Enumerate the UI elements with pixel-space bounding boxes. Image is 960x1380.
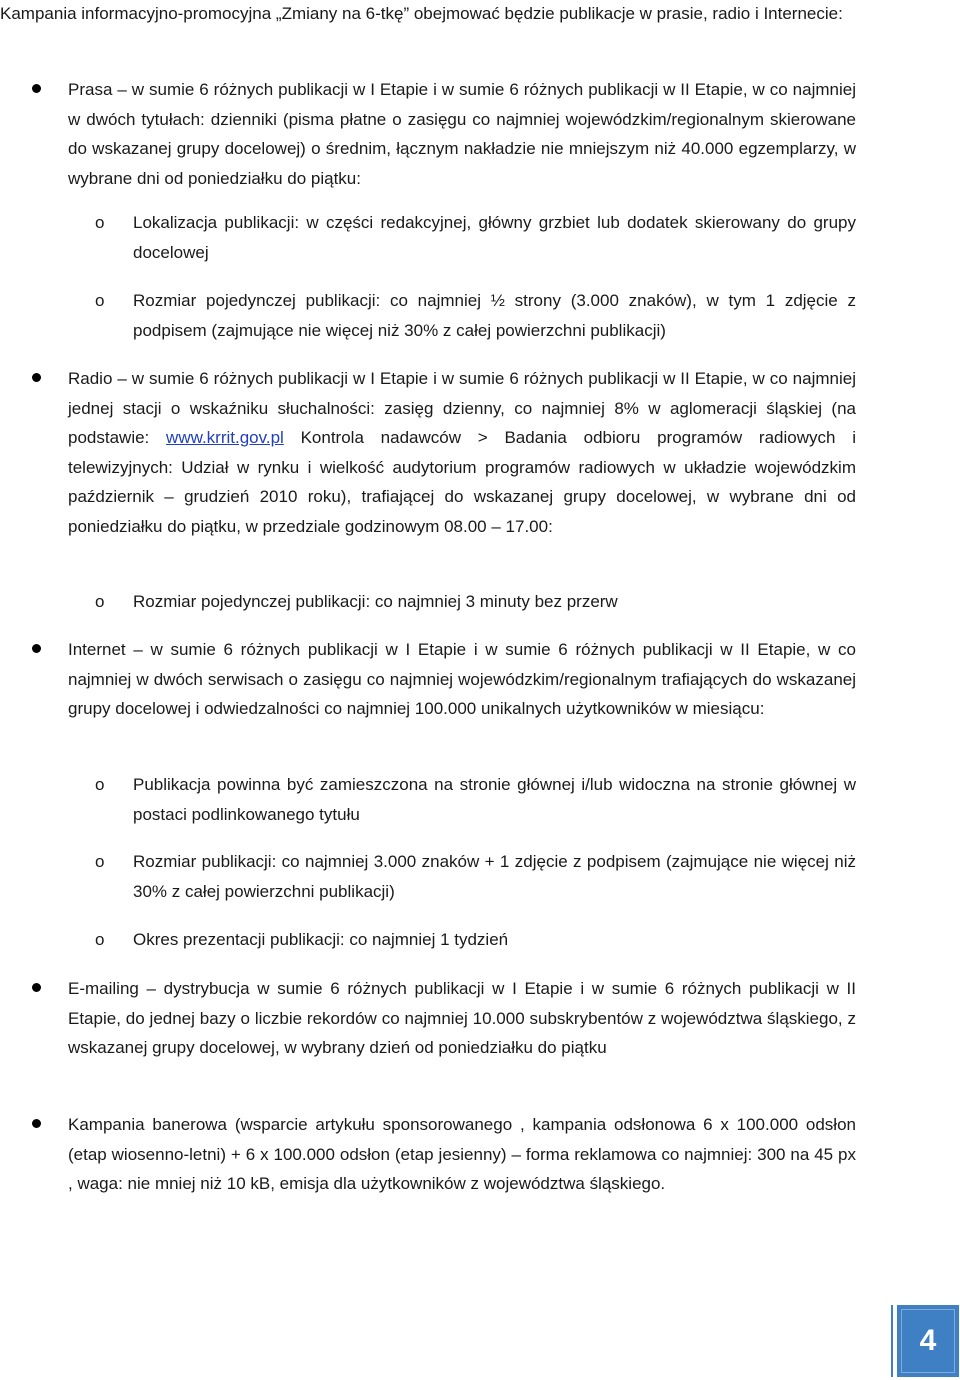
bullet-internet-text: Internet – w sumie 6 różnych publikacji w I Etapie i w sumie 6 różnych publikacji w II Etapie, w co najmniej w dwóch serwisach o zasięgu co najmniej wojewódzkim/regionalnym trafiających do wskazanej grupy docelowej i odwiedzalności co najmniej 100.000 unikalnych użytkowników w miesiącu: [68, 640, 856, 718]
bullet-radio [68, 364, 856, 541]
bullet-dot-icon [32, 1119, 41, 1128]
sub-bullet-circle-icon: o [95, 592, 105, 611]
bullet-prasa-text: Prasa – w sumie 6 różnych publikacji w I Etapie i w sumie 6 różnych publikacji w II Etapie, w co najmniej w dwóch tytułach: dzienniki (pisma płatne o zasięgu co najmniej wojewódzkim/regionalnym skierowane do wskazanej grupy docelowej) o średnim, łącznym nakładzie nie mniejszym niż 40.000 egzemplarzy, w wybrane dni od poniedziałku do piątku: [68, 80, 856, 188]
subitem-internet-rozmiar [95, 847, 856, 906]
subitem-text: Rozmiar publikacji: co najmniej 3.000 znaków + 1 zdjęcie z podpisem (zajmujące nie więcej niż 30% z całej powierzchni publikacji) [133, 852, 856, 901]
subitem-text: Publikacja powinna być zamieszczona na stronie głównej i/lub widoczna na stronie głównej w postaci podlinkowanego tytułu [133, 775, 856, 824]
bullet-banerowa-text: Kampania banerowa (wsparcie artykułu sponsorowanego , kampania odsłonowa 6 x 100.000 odsłon (etap wiosenno-letni) + 6 x 100.000 odsłon (etap jesienny) – forma reklamowa co najmniej: 300 na 45 px , waga: nie mniej niż 10 kB, emisja dla użytkowników z województwa śląskiego. [68, 1115, 856, 1193]
sub-bullet-circle-icon: o [95, 213, 105, 232]
sub-bullet-circle-icon: o [95, 291, 105, 310]
subitem-radio-rozmiar [95, 587, 856, 617]
intro-paragraph: Kampania informacyjno-promocyjna „Zmiany na 6-tkę” obejmować będzie publikacje w prasie, radio i Internecie: [0, 4, 843, 23]
bullet-dot-icon [32, 644, 41, 653]
bullet-internet [68, 635, 856, 724]
subitem-prasa-lokalizacja [95, 208, 856, 267]
sub-bullet-circle-icon: o [95, 930, 105, 949]
page-number-badge [893, 1305, 959, 1377]
bullet-dot-icon [32, 373, 41, 382]
bullet-banerowa [68, 1110, 856, 1199]
subitem-text: Okres prezentacji publikacji: co najmniej 1 tydzień [133, 930, 509, 949]
bullet-emailing [68, 974, 856, 1063]
krrit-link[interactable]: www.krrit.gov.pl [166, 428, 284, 447]
bullet-radio-text-before: Radio – w sumie 6 różnych publikacji w I Etapie i w sumie 6 różnych publikacji w II Etapie, w co najmniej jednej stacji o wskaźniku słuchalności: zasięg dzienny, co najmniej 8% w aglomeracji śląskiej (na podstawie: [68, 369, 856, 447]
subitem-text: Lokalizacja publikacji: w części redakcyjnej, główny grzbiet lub dodatek skierowany do grupy docelowej [133, 213, 856, 262]
subitem-internet-okres [95, 925, 856, 955]
subitem-prasa-rozmiar [95, 286, 856, 345]
page-number: 4 [919, 1324, 937, 1357]
subitem-text: Rozmiar pojedynczej publikacji: co najmniej 3 minuty bez przerw [133, 592, 618, 611]
sub-bullet-circle-icon: o [95, 775, 105, 794]
subitem-internet-publikacja [95, 770, 856, 829]
bullet-dot-icon [32, 84, 41, 93]
bullet-radio-text-after: Kontrola nadawców > Badania odbioru programów radiowych i telewizyjnych: Udział w rynku i wielkość audytorium programów radiowych w układzie wojewódzkim październik – grudzień 2010 roku), trafiającej do wskazanej grupy docelowej, w wybrane dni od poniedziałku do piątku, w przedziale godzinowym 08.00 – 17.00: [68, 428, 856, 536]
bullet-prasa [68, 75, 856, 193]
bullet-dot-icon [32, 983, 41, 992]
sub-bullet-circle-icon: o [95, 852, 105, 871]
bullet-emailing-text: E-mailing – dystrybucja w sumie 6 różnych publikacji w I Etapie i w sumie 6 różnych publikacji w II Etapie, do jednej bazy o liczbie rekordów co najmniej 10.000 subskrybentów z województwa śląskiego, z wskazanej grupy docelowej, w wybrany dzień od poniedziałku do piątku [68, 979, 856, 1057]
subitem-text: Rozmiar pojedynczej publikacji: co najmniej ½ strony (3.000 znaków), w tym 1 zdjęcie z podpisem (zajmujące nie więcej niż 30% z całej powierzchni publikacji) [133, 291, 856, 340]
